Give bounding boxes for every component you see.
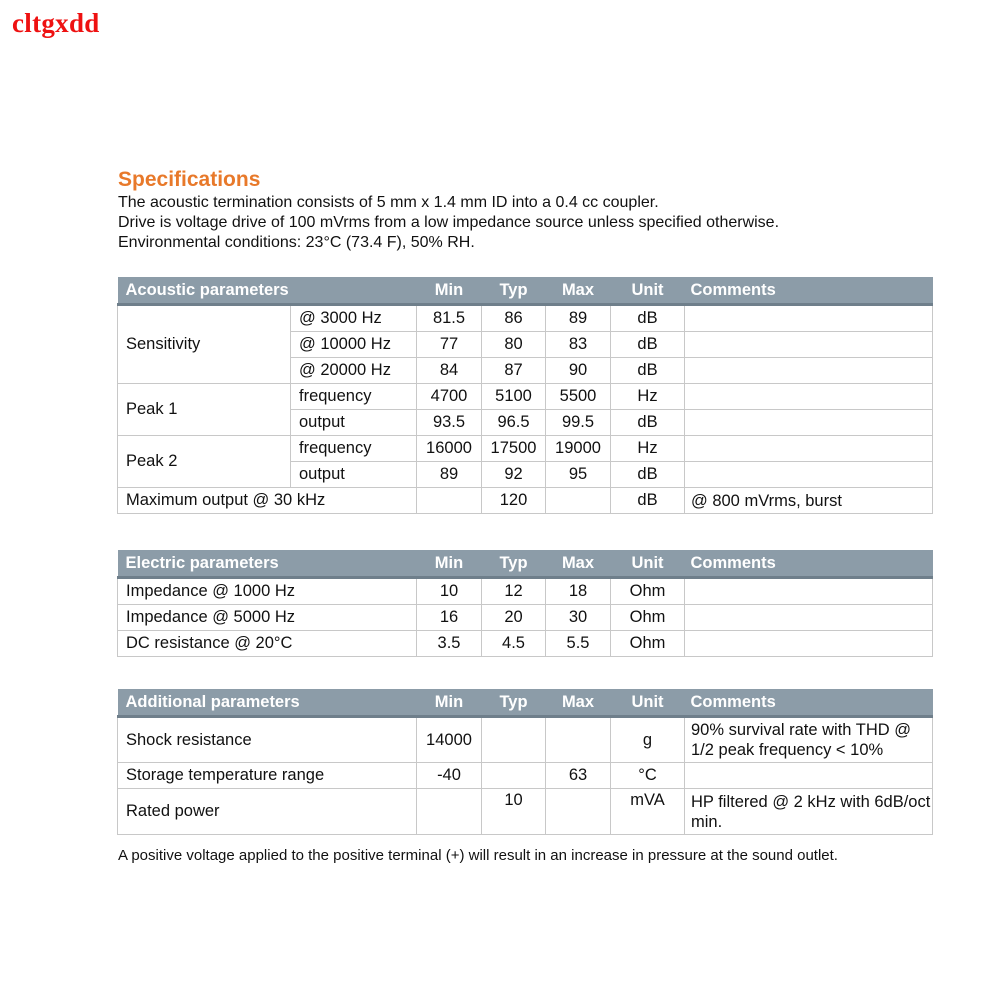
intro-line: The acoustic termination consists of 5 mm x 1.4 mm ID into a 0.4 cc coupler. xyxy=(118,194,659,211)
column-header-comments: Comments xyxy=(685,277,933,305)
column-header-unit: Unit xyxy=(611,550,685,578)
min-cell xyxy=(417,789,482,835)
typ-cell xyxy=(482,717,546,763)
table-row xyxy=(118,789,933,835)
max-cell: 5500 xyxy=(546,384,611,410)
table-header-row xyxy=(118,277,933,305)
table-header-row xyxy=(118,689,933,717)
comment-cell xyxy=(685,605,933,631)
unit-cell: g xyxy=(611,717,685,763)
table-heading: Electric parameters xyxy=(118,550,417,578)
max-cell: 83 xyxy=(546,332,611,358)
intro-line: Drive is voltage drive of 100 mVrms from a low impedance source unless specified otherwise. xyxy=(118,214,780,231)
comment-cell xyxy=(685,305,933,332)
column-header-max: Max xyxy=(546,689,611,717)
column-header-min: Min xyxy=(417,550,482,578)
condition-cell: frequency xyxy=(291,384,417,410)
typ-cell: 87 xyxy=(482,358,546,384)
column-header-min: Min xyxy=(417,277,482,305)
unit-cell: dB xyxy=(611,462,685,488)
min-cell: 16 xyxy=(417,605,482,631)
condition-cell: @ 20000 Hz xyxy=(291,358,417,384)
param-label: Shock resistance xyxy=(118,717,417,763)
param-label: Impedance @ 1000 Hz xyxy=(118,578,417,605)
max-cell: 89 xyxy=(546,305,611,332)
max-cell: 95 xyxy=(546,462,611,488)
max-cell xyxy=(546,488,611,514)
max-cell: 99.5 xyxy=(546,410,611,436)
typ-cell: 92 xyxy=(482,462,546,488)
comment-cell: 90% survival rate with THD @ 1/2 peak frequency < 10% xyxy=(685,717,933,763)
min-cell xyxy=(417,488,482,514)
column-header-typ: Typ xyxy=(482,277,546,305)
min-cell: 16000 xyxy=(417,436,482,462)
intro-text xyxy=(118,193,779,253)
typ-cell: 86 xyxy=(482,305,546,332)
unit-cell: °C xyxy=(611,763,685,789)
unit-cell: dB xyxy=(611,410,685,436)
comment-cell xyxy=(685,631,933,657)
electric-parameters-table xyxy=(117,550,933,657)
comment-cell xyxy=(685,462,933,488)
footnote: A positive voltage applied to the positive terminal (+) will result in an increase in pressure at the sound outlet. xyxy=(118,847,838,864)
table-row xyxy=(118,763,933,789)
param-label: Peak 2 xyxy=(118,436,291,488)
comment-cell xyxy=(685,384,933,410)
min-cell: 4700 xyxy=(417,384,482,410)
min-cell: 3.5 xyxy=(417,631,482,657)
unit-cell: dB xyxy=(611,488,685,514)
max-cell: 5.5 xyxy=(546,631,611,657)
table-header-row xyxy=(118,550,933,578)
table-heading: Acoustic parameters xyxy=(118,277,417,305)
unit-cell: dB xyxy=(611,332,685,358)
unit-cell: Hz xyxy=(611,384,685,410)
param-label: Impedance @ 5000 Hz xyxy=(118,605,417,631)
column-header-max: Max xyxy=(546,550,611,578)
column-header-min: Min xyxy=(417,689,482,717)
comment-cell xyxy=(685,578,933,605)
typ-cell: 4.5 xyxy=(482,631,546,657)
max-cell: 19000 xyxy=(546,436,611,462)
unit-cell: Ohm xyxy=(611,605,685,631)
comment-cell xyxy=(685,332,933,358)
table-row xyxy=(118,384,933,410)
typ-cell: 10 xyxy=(482,789,546,835)
typ-cell: 120 xyxy=(482,488,546,514)
table-row xyxy=(118,605,933,631)
acoustic-parameters-table xyxy=(117,277,933,514)
condition-cell: @ 3000 Hz xyxy=(291,305,417,332)
max-cell xyxy=(546,789,611,835)
unit-cell: Ohm xyxy=(611,631,685,657)
max-cell: 63 xyxy=(546,763,611,789)
intro-line: Environmental conditions: 23°C (73.4 F), 50% RH. xyxy=(118,234,475,251)
condition-cell: output xyxy=(291,410,417,436)
typ-cell: 12 xyxy=(482,578,546,605)
min-cell: 93.5 xyxy=(417,410,482,436)
unit-cell: dB xyxy=(611,305,685,332)
unit-cell: Ohm xyxy=(611,578,685,605)
comment-cell: @ 800 mVrms, burst xyxy=(685,488,933,514)
condition-cell: frequency xyxy=(291,436,417,462)
max-cell xyxy=(546,717,611,763)
typ-cell: 20 xyxy=(482,605,546,631)
table-row xyxy=(118,717,933,763)
comment-cell: HP filtered @ 2 kHz with 6dB/oct min. xyxy=(685,789,933,835)
table-row xyxy=(118,436,933,462)
typ-cell: 96.5 xyxy=(482,410,546,436)
column-header-unit: Unit xyxy=(611,277,685,305)
typ-cell: 17500 xyxy=(482,436,546,462)
min-cell: 10 xyxy=(417,578,482,605)
min-cell: 14000 xyxy=(417,717,482,763)
param-label: Maximum output @ 30 kHz xyxy=(118,488,417,514)
comment-cell xyxy=(685,763,933,789)
typ-cell xyxy=(482,763,546,789)
max-cell: 30 xyxy=(546,605,611,631)
watermark: cltgxdd xyxy=(12,8,100,38)
table-row xyxy=(118,631,933,657)
max-cell: 90 xyxy=(546,358,611,384)
min-cell: -40 xyxy=(417,763,482,789)
min-cell: 81.5 xyxy=(417,305,482,332)
unit-cell: dB xyxy=(611,358,685,384)
param-label: Storage temperature range xyxy=(118,763,417,789)
table-row xyxy=(118,305,933,332)
column-header-max: Max xyxy=(546,277,611,305)
column-header-typ: Typ xyxy=(482,689,546,717)
unit-cell: Hz xyxy=(611,436,685,462)
column-header-typ: Typ xyxy=(482,550,546,578)
column-header-comments: Comments xyxy=(685,689,933,717)
comment-cell xyxy=(685,410,933,436)
additional-parameters-table xyxy=(117,689,933,835)
param-label: Rated power xyxy=(118,789,417,835)
param-label: DC resistance @ 20°C xyxy=(118,631,417,657)
comment-cell xyxy=(685,436,933,462)
param-label: Sensitivity xyxy=(118,305,291,384)
param-label: Peak 1 xyxy=(118,384,291,436)
table-row xyxy=(118,488,933,514)
condition-cell: output xyxy=(291,462,417,488)
comment-cell xyxy=(685,358,933,384)
condition-cell: @ 10000 Hz xyxy=(291,332,417,358)
section-title: Specifications xyxy=(118,168,261,191)
table-heading: Additional parameters xyxy=(118,689,417,717)
max-cell: 18 xyxy=(546,578,611,605)
min-cell: 77 xyxy=(417,332,482,358)
table-row xyxy=(118,578,933,605)
column-header-comments: Comments xyxy=(685,550,933,578)
typ-cell: 5100 xyxy=(482,384,546,410)
unit-cell: mVA xyxy=(611,789,685,835)
min-cell: 89 xyxy=(417,462,482,488)
typ-cell: 80 xyxy=(482,332,546,358)
min-cell: 84 xyxy=(417,358,482,384)
column-header-unit: Unit xyxy=(611,689,685,717)
